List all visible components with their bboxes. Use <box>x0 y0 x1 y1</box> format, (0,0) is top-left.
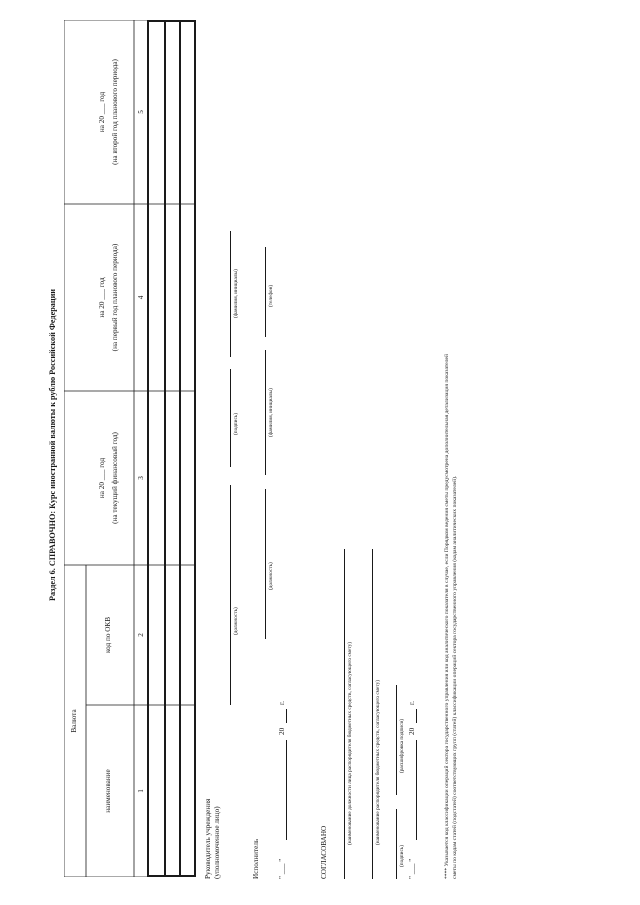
footnote-line-1: **** Указывается код классификации операций сектора государственного управления или код аналитического показателя в случае, если Порядком ведения сметы предусмотрена дополнительная детализация показателей <box>444 354 450 879</box>
head-name-line <box>230 231 231 357</box>
rotated-form-page <box>20 15 620 885</box>
agreed-decoding-line <box>396 685 397 795</box>
executor-name-caption: (фамилия, инициалы) <box>268 388 274 437</box>
col-number-5: 5 <box>137 110 145 114</box>
agreed-signature-line <box>396 809 397 879</box>
executor-position-caption: (должность) <box>268 562 274 590</box>
date-month-line <box>286 740 287 840</box>
agreed-decoding-caption: (расшифровка подписи) <box>399 718 405 773</box>
date2-quote: " ___ " <box>408 858 416 879</box>
agreed-org-line <box>372 549 373 879</box>
date2-suffix: г. <box>408 701 416 705</box>
date2-year-line <box>416 709 417 723</box>
col-number-2: 2 <box>137 633 145 637</box>
header-col5-line1: на 20 ___ год <box>98 91 106 133</box>
agreed-label: СОГЛАСОВАНО <box>320 825 328 879</box>
section-title: Раздел 6. СПРАВОЧНО: Курс иностранной валюты к рублю Российской Федерации <box>48 288 57 602</box>
date-year-prefix: 20 <box>278 727 286 735</box>
agreed-org-caption: (наименование распорядителя бюджетных средств, согласующего смету) <box>375 679 381 845</box>
agreed-signature-caption: (подпись) <box>399 845 405 867</box>
executor-phone-caption: (телефон) <box>268 284 274 307</box>
head-signature-caption: (подпись) <box>233 413 239 435</box>
col-number-4: 4 <box>137 295 145 300</box>
header-currency: Валюта <box>70 709 78 733</box>
executor-phone-line <box>265 247 266 337</box>
head-label: Руководитель учреждения <box>204 798 212 879</box>
date-suffix: г. <box>278 701 286 705</box>
col-number-1: 1 <box>137 789 145 793</box>
date-year-line <box>286 709 287 723</box>
date2-year-prefix: 20 <box>408 727 416 735</box>
header-col4-line2: (на первый год планового периода) <box>111 243 119 352</box>
agreed-position-line <box>344 549 345 879</box>
footnote-line-2: сметы по кодам статей (подстатей) соответствующих групп (статей) классификации операций сектора государственного управления (кодам аналитических показателей). <box>452 475 458 879</box>
col-number-3: 3 <box>137 476 145 480</box>
head-sublabel: (уполномоченное лицо) <box>213 806 221 879</box>
header-name: наименование <box>104 769 112 813</box>
executor-position-line <box>265 489 266 639</box>
table-grid <box>64 20 196 877</box>
agreed-position-caption: (наименование должности лица распорядителя бюджетных средств, согласующего смету) <box>347 641 353 845</box>
header-code: код по ОКВ <box>104 617 112 653</box>
date2-month-line <box>416 740 417 840</box>
header-col4-line1: на 20 ___ год <box>98 277 106 318</box>
head-name-caption: (фамилия, инициалы) <box>233 269 239 318</box>
head-position-caption: (должность) <box>233 607 239 635</box>
header-col5-line2: (на второй год планового периода) <box>111 59 119 165</box>
header-col3-line2: (на текущий финансовый год) <box>111 432 119 524</box>
date-quote: " ___ " <box>278 858 286 879</box>
currency-rate-table <box>64 20 196 877</box>
executor-name-line <box>265 350 266 475</box>
executor-label: Исполнитель <box>252 838 260 879</box>
head-position-line <box>230 485 231 705</box>
header-col3-line1: на 20 ___ год <box>98 457 106 499</box>
head-signature-line <box>230 369 231 467</box>
